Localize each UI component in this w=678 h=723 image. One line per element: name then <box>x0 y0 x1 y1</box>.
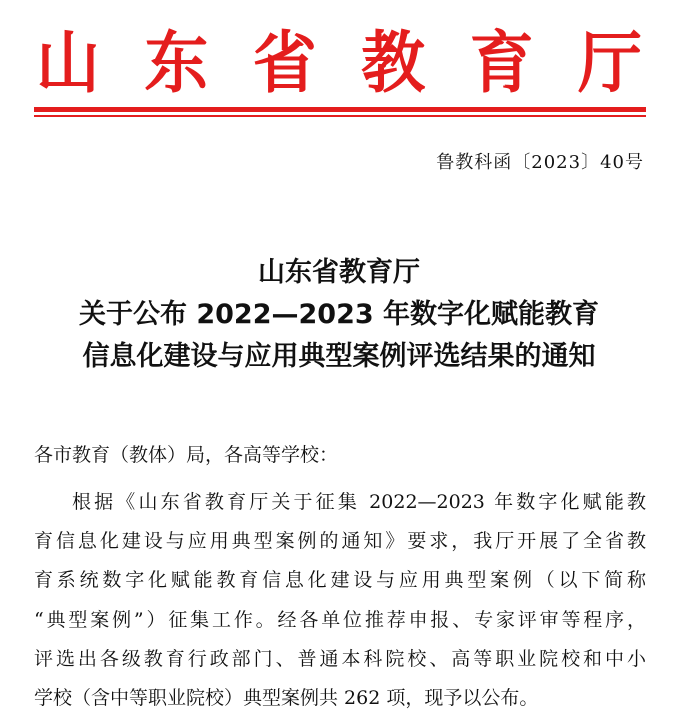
body-line: 评选出各级教育行政部门、普通本科院校、高等职业院校和中小 <box>34 647 646 670</box>
letterhead-char: 教 <box>361 25 426 103</box>
body-line: 根据《山东省教育厅关于征集 2022—2023 年数字化赋能教 <box>72 491 646 513</box>
title-line-2: 关于公布 2022—2023 年数字化赋能教育 <box>78 299 600 330</box>
letterhead-rule-thick <box>34 107 646 112</box>
body-line: “典型案例”）征集工作。经各单位推荐申报、专家评审等程序， <box>34 608 646 631</box>
body-line: 育系统数字化赋能教育信息化建设与应用典型案例（以下简称 <box>34 569 646 592</box>
document-number: 鲁教科函〔2023〕40号 <box>436 152 644 173</box>
letterhead-char: 山 <box>36 25 100 103</box>
body-line: 学校（含中等职业院校）典型案例共 262 项，现予以公布。 <box>34 686 539 709</box>
document-title <box>0 252 678 378</box>
letterhead-rule-thin <box>34 115 646 117</box>
body-paragraph <box>34 483 646 718</box>
letterhead-char: 厅 <box>577 25 642 103</box>
title-line-1: 山东省教育厅 <box>258 257 420 288</box>
letterhead <box>0 24 678 104</box>
letterhead-char: 东 <box>144 25 209 103</box>
body-line: 育信息化建设与应用典型案例的通知》要求，我厅开展了全省教 <box>34 530 646 553</box>
salutation: 各市教育（教体）局，各高等学校： <box>34 444 339 466</box>
letterhead-char: 育 <box>469 25 534 103</box>
letterhead-char: 省 <box>252 25 317 103</box>
title-line-3: 信息化建设与应用典型案例评选结果的通知 <box>82 341 596 372</box>
